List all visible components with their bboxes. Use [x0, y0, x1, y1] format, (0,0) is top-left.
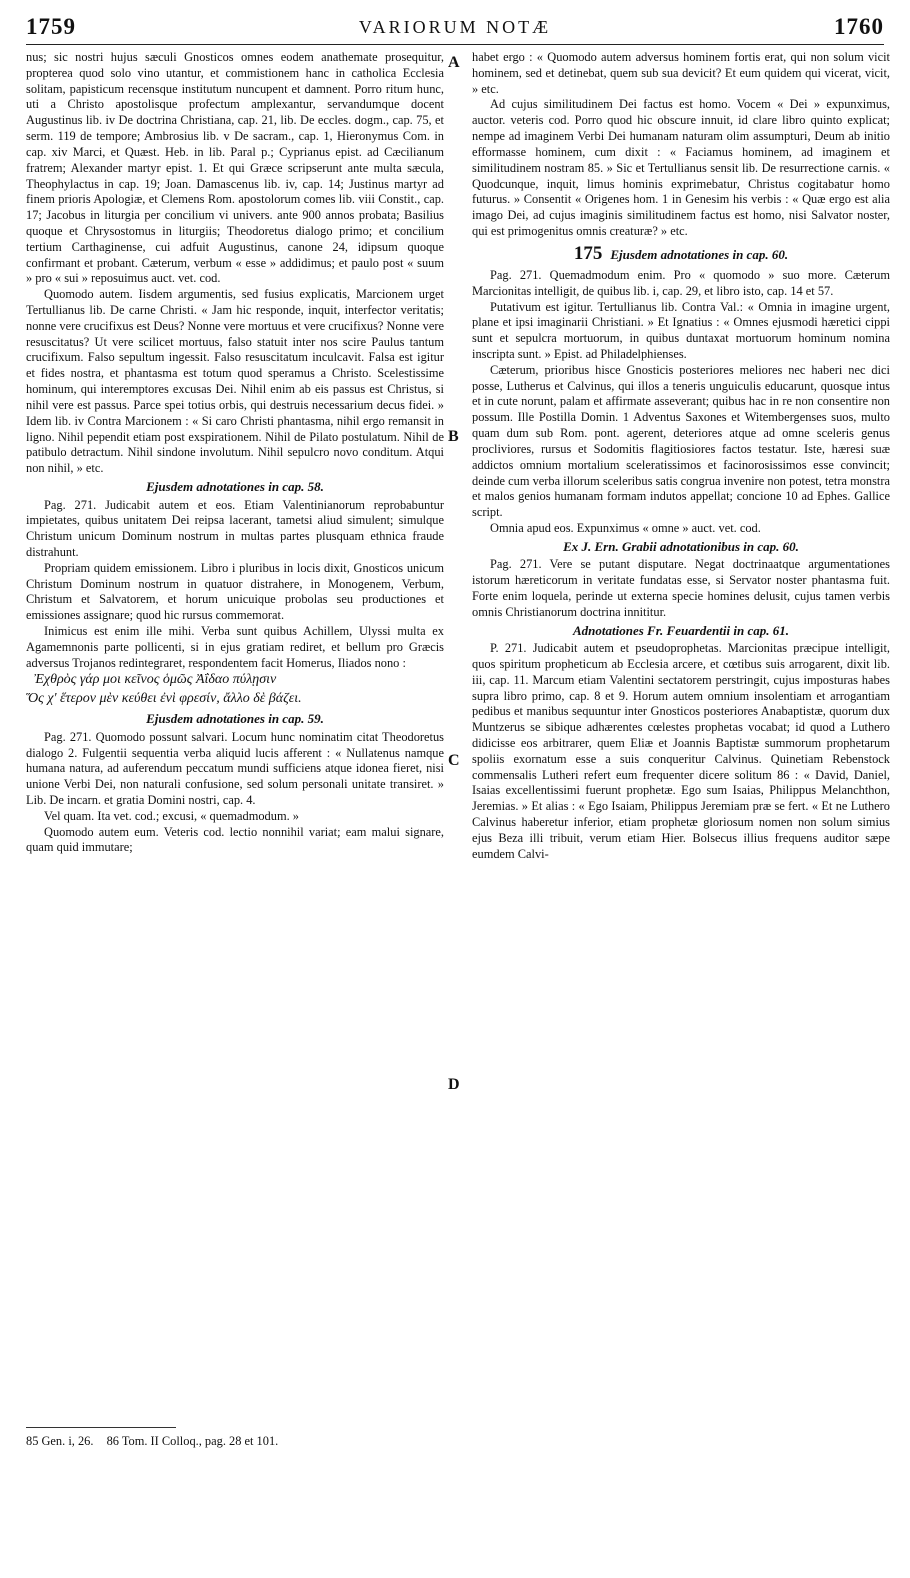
greek-verse: Ἐχθρὸς γάρ μοι κεῖνος ὁμῶς Ἀΐδαο πύλῃσιν	[34, 672, 277, 688]
paragraph: habet ergo : « Quomodo autem adversus hominem fortis erat, qui non solum vicit hominem, sed et detinebat, quem sub sua devicit? Et eum quidem qui vicerat, vicit, » etc.	[472, 50, 890, 96]
right-column	[472, 50, 890, 863]
paragraph: Pag. 271. Quomodo possunt salvari. Locum hunc nominatim citat Theodoretus dialogo 2. Fulgentii sequentia verba aliquid lucis afferent : « Nullatenus namque humana natura, ad auferendum peccatum mundi sufficiens atque idonea fieret, nisi unione Verbi Dei, non naturali confusione, sed solum personali unitate transiret. » Lib. De incarn. et gratia Domini nostri, cap. 4.	[26, 729, 444, 808]
margin-marker-d: D	[448, 1076, 460, 1093]
page-header	[26, 8, 884, 45]
paragraph: Vel quam. Ita vet. cod.; excusi, « quemadmodum. »	[44, 808, 299, 823]
footnotes	[26, 1427, 456, 1449]
section-heading-text: Ejusdem adnotationes in cap. 60.	[610, 246, 789, 262]
paragraph: Cæterum, prioribus hisce Gnosticis posteriores meliores nec haberi nec dici posse, Lutherus et Calvinus, qui illos a teneris unguiculis educarunt, quosque intus et in cute norunt, palam et affirmate asseverant; quibus hac in re non consentire non possum. Ille Postilla Domin. 1 Adventus Saxones et Witembergenses suos, multo quam dum sub Rom. pont. agerent, deteriores atque ad omne sceleris genus procliviores, rursus et Sodomitis flagitiosiores factos testatur. Iste, hæresi suæ addictos omnium mortalium sceleratissimos et facinorosissimos esse convincit; deinde cum verba illorum sceleribus satis congrua invenire non potest, tetra monstra et malos genios humanam formam indutos appellat; concione 10 ad Ephes. Gallice script.	[472, 362, 890, 520]
section-heading	[472, 242, 890, 266]
running-title: VARIORUM NOTÆ	[358, 17, 552, 37]
paragraph: Pag. 271. Vere se putant disputare. Negat doctrinaatque argumentationes istorum hæreticorum in veritate fundatas esse, si Servator noster phantasma fuit. Forte enim loquela, perinde ut externa specie homines delusit, cujus tamen verbis omnis Christianorum doctrina innititur.	[472, 557, 890, 619]
paragraph: Ad cujus similitudinem Dei factus est homo. Vocem « Dei » expunximus, auctor. veteris cod. Porro quod hic obscure innuit, id clare libro quinto explicat; nempe ad imaginem Verbi Dei humanam naturam olim assumpturi, Deum ab initio efformasse hominem, cum dixit : « Faciamus hominem, ad imaginem et similitudinem nostram 85. » Sic et Tertullianus sensit lib. De resurrectione carnis. « Quodcunque, inquit, limus hominis exprimebatur, Christus cogitabatur homo futurus. » Consentit « Origenes hom. 1 in Genesim his verbis : « Quæ ergo est alia imago Dei, ad cujus imaginis similitudinem factus est homo, nisi Salvator noster, qui est primogenitus omnis creaturæ? » etc.	[472, 97, 890, 238]
paragraph: Propriam quidem emissionem. Libro i pluribus in locis dixit, Gnosticos unicum Christum Dominum nostrum in quatuor distrahere, in Monogenem, Verbum, Christum et Salvatorem, et horum unicuique probolas seu productiones et emissiones assignare; quod hic rursus commemorat.	[26, 560, 444, 623]
section-heading: Ex J. Ern. Grabii adnotationibus in cap. 60.	[563, 538, 799, 554]
paragraph: P. 271. Judicabit autem et pseudoprophetas. Marcionitas præcipue intelligit, quos spiritum propheticum ab Ecclesia arcere, et cœtibus suis arrogarent, dixit lib. iii, cap. 11. Marcum etiam Valentini sectatorem perstringit, cujus imposturas habes supra libro primo, cap. 8 et 9. Horum autem omnium insolentiam et arrogantiam pedibus et manibus sequuntur inter Gnosticos posteriores Anabaptistæ, quorum dux Muntzerus se sibique adhærentes cœlestes prophetas vocabat; id quod a Luthero didicisse eos arbitrarer, quem Eliæ et Joannis Baptistæ summorum prophetarum spoliis exornatum esse a suis conqueritur Calvinus. Quinetiam Rebenstock commensalis Lutheri refert eum frequenter dicere solitum 86 : « David, Daniel, Isaias excellentissimi fuerunt prophetæ. Ego sum Isaias, Philippus Melanchthon, Jeremias. » Et alias : « Ego Isaiam, Philippus Jeremiam præ se fert. « Et ne Luthero Calvinus haberetur inferior, etiam prophetæ gloriosum nomen non solum simius ejus Beza illi tribuit, verum etiam Hier. Bolsecus illius frequens auditor sæpe eumdem Calvi-	[472, 641, 890, 861]
left-column	[26, 50, 444, 856]
page-number-left: 1759	[26, 14, 76, 39]
paragraph: Inimicus est enim ille mihi. Verba sunt quibus Achillem, Ulyssi multa ex Agamemnonis parte pollicenti, si in ejus gratiam rediret, et bellum pro Græcis adversus Trojanos redintegraret, respondentem facit Homerus, Iliados nono :	[26, 624, 444, 670]
section-heading: Ejusdem adnotationes in cap. 59.	[146, 711, 324, 727]
paragraph: Pag. 271. Quemadmodum enim. Pro « quomodo » suo more. Cæterum Marcionitas intelligit, de quibus lib. i, cap. 29, et libro isto, cap. 14 et 57.	[472, 267, 890, 298]
paragraph: Quomodo autem eum. Veteris cod. lectio nonnihil variat; eam malui signare, quam quid immutare;	[26, 824, 444, 855]
paragraph: Omnia apud eos. Expunximus « omne » auct. vet. cod.	[490, 520, 761, 535]
footnote: 85 Gen. i, 26.	[26, 1434, 94, 1448]
section-heading: Ejusdem adnotationes in cap. 58.	[146, 478, 324, 494]
paragraph: nus; sic nostri hujus sæculi Gnosticos omnes eodem anathemate prosequitur, propterea quod solo vino utantur, et commistionem hanc in catholica Ecclesia solitam, papisticum recensque institutum nuncupent et damnent. Porro ritum hunc, uti a Christo apostolisque profectum amplexantur, servandumque docent Augustinus lib. iv De doctrina Christiana, cap. 21, lib. De eccles. dogm., cap. 75, et serm. 119 de tempore; Ambrosius lib. v De sacram., cap. 1, Hieronymus Com. in cap. xiv Marci, et Quæst. Heb. in lib. Paral p.; Cyprianus epist. ad Cæcilianum fratrem; Alexander martyr epist. 1. Et qui Græce scripserunt ante multa sæcula, Theophylactus in cap. 19; Joan. Damascenus lib. iv, cap. 14; Justinus martyr ad finem prioris Apologiæ, et Clemens Rom. apostolorum comes lib. viii Constit., cap. 17; Jacobus in liturgia per concilium vi univers. ante 900 annos probata; Basilius quoque et Chrysostomus in liturgiis; Theodoretus dialogo primo; et concilium tertium Carthaginense, cui adfuit Augustinus, canone 24, idipsum quoque confirmant et probant. Cæterum, verbum « esse » addidimus; et paulo post « suum » pro « sui » reposuimus auct. vet. cod.	[26, 50, 444, 286]
greek-verse: Ὅς χ' ἕτερον μὲν κεύθει ἐνὶ φρεσίν, ἄλλο δὲ βάζει.	[26, 691, 302, 707]
footnote: 86 Tom. II Colloq., pag. 28 et 101.	[106, 1434, 279, 1448]
margin-marker-b: B	[448, 428, 459, 445]
footnote-rule	[26, 1427, 176, 1428]
margin-marker-c: C	[448, 752, 460, 769]
page-number-right: 1760	[834, 14, 884, 39]
paragraph: Putativum est igitur. Tertullianus lib. Contra Val.: « Omnia in imagine urgent, plane et ipsi imaginarii Christiani. » Et Ignatius : « Omnes ejusmodi hæretici cippi sunt et sepulcra mortuorum, in quibus duntaxat mortuorum hominum nomina inscripta sunt. » Epist. ad Philadelphienses.	[472, 299, 890, 362]
paragraph: Quomodo autem. Iisdem argumentis, sed fusius explicatis, Marcionem urget Tertullianus lib. De carne Christi. « Jam hic responde, inquit, interfector veritatis; nonne vere crucifixus est Deus? Nonne vere mortuus et vere crucifixus? Nonne vere resuscitatus? Ut vere scilicet mortuus, falso statuit inter nos scire Paulus tantum crucifixum. Falso sepultum ingessit. Falso resuscitatum inculcavit. Falsa est igitur et fides nostra, et phantasma est totum quod speramus a Christo. Scelestissime hominum, qui interemptores excusas Dei. Nihil enim ab eis passus est Christus, si nihil vere est passus. Parce spei totius orbis, qui destruis necessarium decus fidei. » Idem lib. iv Contra Marcionem : « Si caro Christi phantasma, nihil ergo remansit in ligno. Nihil pependit etiam post exspirationem. Nihil de Pilato postulatum. Nihil de patibulo detractum. Nihil sindone involutum. Nihil sepulcro novo conditum. Atqui non nihil, » etc.	[26, 287, 444, 476]
section-heading: Adnotationes Fr. Feuardentii in cap. 61.	[573, 622, 789, 638]
section-number: 175	[573, 242, 603, 264]
margin-marker-a: A	[448, 54, 460, 71]
paragraph: Pag. 271. Judicabit autem et eos. Etiam Valentinianorum reprobabuntur impietates, quibus unitatem Dei reipsa lacerant, tametsi aliud simulent; simulque Christum unicum Dominum nostrum in multas partes plusquam ethnica fraude distrahunt.	[26, 497, 444, 559]
